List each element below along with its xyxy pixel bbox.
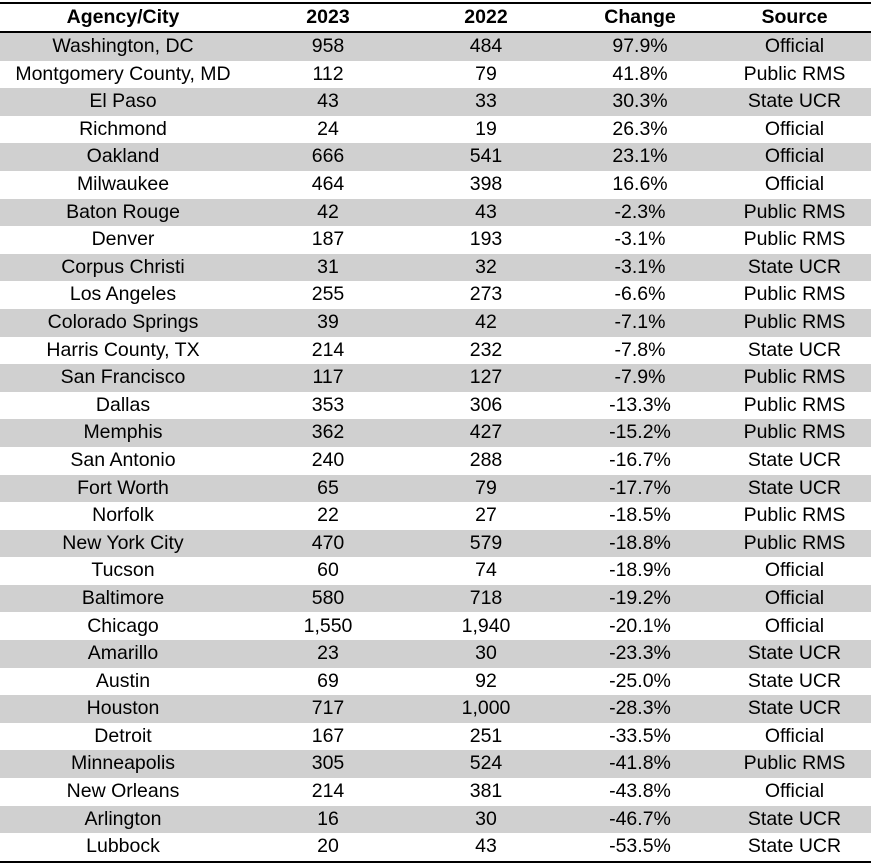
cell-agency-city: Harris County, TX: [46, 338, 200, 361]
table-row: [0, 33, 871, 61]
cell-source: State UCR: [747, 669, 842, 692]
cell-source: Public RMS: [743, 283, 846, 306]
table-row: [0, 254, 871, 282]
table-row: [0, 502, 871, 530]
cell-2023: 214: [311, 338, 345, 361]
table-row: [0, 750, 871, 778]
cell-2022: 579: [469, 531, 503, 554]
cell-2023: 958: [311, 35, 345, 58]
table-row: [0, 640, 871, 668]
cell-source: Official: [764, 145, 825, 168]
cell-2022: 1,000: [461, 697, 511, 720]
cell-agency-city: Arlington: [84, 807, 162, 830]
cell-agency-city: Oakland: [86, 145, 160, 168]
table-row: [0, 281, 871, 309]
cell-2023: 470: [311, 531, 345, 554]
cell-agency-city: Detroit: [94, 724, 152, 747]
cell-agency-city: Corpus Christi: [61, 255, 185, 278]
cell-2023: 240: [311, 448, 345, 471]
cell-agency-city: Milwaukee: [76, 173, 170, 196]
cell-change: -23.3%: [609, 642, 671, 665]
cell-2023: 214: [311, 780, 345, 803]
table-row: [0, 309, 871, 337]
cell-agency-city: Minneapolis: [70, 752, 176, 775]
cell-agency-city: Memphis: [83, 421, 163, 444]
cell-2022: 273: [469, 283, 503, 306]
cell-source: State UCR: [747, 90, 842, 113]
cell-agency-city: Houston: [86, 697, 160, 720]
table-row: [0, 695, 871, 723]
column-header-2022: 2022: [464, 5, 508, 28]
cell-source: Official: [764, 586, 825, 609]
cell-change: -43.8%: [609, 780, 671, 803]
table-row: [0, 61, 871, 89]
table-row: [0, 530, 871, 558]
table-row: [0, 392, 871, 420]
cell-change: -18.9%: [609, 559, 671, 582]
cell-2023: 60: [317, 559, 339, 582]
cell-2023: 22: [317, 504, 339, 527]
cell-source: Official: [764, 35, 825, 58]
cell-source: Public RMS: [743, 228, 846, 251]
cell-2023: 353: [311, 393, 345, 416]
cell-change: -15.2%: [609, 421, 671, 444]
cell-change: -53.5%: [609, 835, 671, 858]
cell-change: -2.3%: [614, 200, 666, 223]
cell-2023: 69: [317, 669, 339, 692]
table-row: [0, 199, 871, 227]
cell-source: State UCR: [747, 448, 842, 471]
cell-source: Public RMS: [743, 504, 846, 527]
cell-agency-city: Amarillo: [87, 642, 159, 665]
table-row: [0, 88, 871, 116]
cell-2022: 43: [475, 835, 497, 858]
cell-2023: 112: [312, 62, 344, 85]
column-header-source: Source: [761, 5, 828, 28]
cell-change: -6.6%: [614, 283, 666, 306]
cell-source: Official: [764, 173, 825, 196]
cell-source: State UCR: [747, 642, 842, 665]
cell-2022: 92: [475, 669, 497, 692]
cell-agency-city: San Antonio: [70, 448, 176, 471]
table-row: [0, 612, 871, 640]
cell-source: Public RMS: [743, 62, 846, 85]
table-row: [0, 723, 871, 751]
table-row: [0, 171, 871, 199]
cell-agency-city: New York City: [62, 531, 184, 554]
cell-2022: 43: [475, 200, 497, 223]
cell-2022: 33: [475, 90, 497, 113]
table-row: [0, 143, 871, 171]
cell-2023: 187: [311, 228, 345, 251]
cell-source: Official: [764, 780, 825, 803]
cell-change: -41.8%: [609, 752, 671, 775]
cell-2022: 127: [469, 366, 503, 389]
cell-2023: 305: [311, 752, 345, 775]
cell-2023: 362: [311, 421, 345, 444]
cell-change: -3.1%: [614, 255, 666, 278]
cell-2023: 43: [317, 90, 339, 113]
cell-2023: 580: [311, 586, 345, 609]
cell-agency-city: Lubbock: [86, 835, 160, 858]
column-header-2023: 2023: [306, 5, 350, 28]
data-table: [0, 2, 871, 863]
cell-2022: 193: [469, 228, 503, 251]
table-row: [0, 116, 871, 144]
cell-source: Official: [764, 614, 825, 637]
table-row: [0, 585, 871, 613]
cell-2022: 306: [469, 393, 503, 416]
cell-change: 23.1%: [612, 145, 668, 168]
cell-2023: 20: [317, 835, 339, 858]
table-body: [0, 33, 871, 861]
cell-change: -19.2%: [609, 586, 671, 609]
cell-2022: 288: [469, 448, 503, 471]
cell-2022: 30: [475, 642, 497, 665]
cell-source: Public RMS: [743, 531, 846, 554]
cell-source: Public RMS: [743, 200, 846, 223]
cell-change: -7.9%: [614, 366, 666, 389]
cell-2022: 718: [469, 586, 503, 609]
cell-source: Public RMS: [743, 393, 846, 416]
cell-2023: 464: [311, 173, 345, 196]
cell-2023: 39: [317, 310, 339, 333]
column-header-agency-city: Agency/City: [66, 5, 180, 28]
table-row: [0, 447, 871, 475]
cell-agency-city: New Orleans: [66, 780, 180, 803]
cell-2023: 31: [317, 255, 339, 278]
cell-agency-city: Denver: [91, 228, 155, 251]
cell-2023: 23: [317, 642, 339, 665]
cell-agency-city: Austin: [95, 669, 151, 692]
cell-2022: 381: [469, 780, 503, 803]
cell-2022: 1,940: [461, 614, 511, 637]
cell-source: Official: [764, 117, 825, 140]
cell-change: -7.8%: [614, 338, 666, 361]
cell-change: -3.1%: [614, 228, 666, 251]
cell-2023: 65: [317, 476, 339, 499]
cell-change: 30.3%: [612, 90, 668, 113]
cell-agency-city: Norfolk: [92, 504, 154, 527]
cell-change: -18.8%: [609, 531, 671, 554]
cell-2022: 30: [475, 807, 497, 830]
table-row: [0, 475, 871, 503]
cell-2023: 255: [311, 283, 345, 306]
cell-2022: 27: [475, 504, 497, 527]
cell-agency-city: Baton Rouge: [66, 200, 180, 223]
cell-change: 97.9%: [612, 35, 668, 58]
table-row: [0, 833, 871, 861]
table-row: [0, 337, 871, 365]
cell-2023: 16: [317, 807, 339, 830]
cell-change: -16.7%: [609, 448, 671, 471]
cell-change: -46.7%: [609, 807, 671, 830]
cell-2023: 117: [312, 366, 344, 389]
cell-agency-city: Baltimore: [81, 586, 165, 609]
table-row: [0, 364, 871, 392]
cell-2023: 42: [317, 200, 339, 223]
cell-2022: 427: [469, 421, 503, 444]
cell-2023: 666: [311, 145, 345, 168]
cell-source: Official: [764, 559, 825, 582]
cell-change: -25.0%: [609, 669, 671, 692]
cell-2022: 484: [469, 35, 503, 58]
cell-agency-city: El Paso: [89, 90, 157, 113]
cell-2022: 42: [475, 310, 497, 333]
table-row: [0, 557, 871, 585]
cell-2023: 717: [311, 697, 345, 720]
table-row: [0, 668, 871, 696]
cell-2022: 19: [475, 117, 497, 140]
cell-agency-city: Colorado Springs: [47, 310, 199, 333]
cell-change: -7.1%: [614, 310, 666, 333]
table-row: [0, 226, 871, 254]
cell-change: -28.3%: [609, 697, 671, 720]
cell-source: Public RMS: [743, 310, 846, 333]
cell-2022: 232: [469, 338, 503, 361]
cell-source: Public RMS: [743, 421, 846, 444]
cell-2023: 167: [311, 724, 345, 747]
cell-agency-city: San Francisco: [60, 366, 186, 389]
cell-agency-city: Dallas: [95, 393, 151, 416]
cell-change: 41.8%: [612, 62, 668, 85]
cell-agency-city: Los Angeles: [69, 283, 177, 306]
cell-change: -20.1%: [609, 614, 671, 637]
cell-agency-city: Chicago: [87, 614, 159, 637]
column-header-change: Change: [604, 5, 676, 28]
cell-2022: 524: [469, 752, 503, 775]
cell-source: State UCR: [747, 697, 842, 720]
cell-2022: 398: [469, 173, 503, 196]
table-row: [0, 778, 871, 806]
cell-2022: 79: [475, 476, 497, 499]
cell-change: -33.5%: [609, 724, 671, 747]
cell-source: State UCR: [747, 807, 842, 830]
cell-source: State UCR: [747, 338, 842, 361]
cell-2022: 79: [475, 62, 497, 85]
table-header-row: [0, 4, 871, 33]
cell-2022: 32: [475, 255, 497, 278]
cell-agency-city: Fort Worth: [77, 476, 169, 499]
cell-change: -18.5%: [609, 504, 671, 527]
cell-source: State UCR: [747, 835, 842, 858]
cell-source: State UCR: [747, 255, 842, 278]
cell-source: Official: [764, 724, 825, 747]
cell-agency-city: Tucson: [91, 559, 155, 582]
cell-source: Public RMS: [743, 366, 846, 389]
cell-2023: 24: [317, 117, 339, 140]
cell-agency-city: Montgomery County, MD: [15, 62, 231, 85]
cell-2023: 1,550: [303, 614, 353, 637]
cell-change: -17.7%: [609, 476, 671, 499]
cell-2022: 251: [469, 724, 503, 747]
cell-2022: 541: [469, 145, 503, 168]
table-row: [0, 806, 871, 834]
table-row: [0, 419, 871, 447]
cell-agency-city: Washington, DC: [52, 35, 194, 58]
cell-2022: 74: [475, 559, 497, 582]
cell-agency-city: Richmond: [79, 117, 167, 140]
cell-change: 26.3%: [612, 117, 668, 140]
cell-change: 16.6%: [612, 173, 668, 196]
cell-source: Public RMS: [743, 752, 846, 775]
cell-source: State UCR: [747, 476, 842, 499]
cell-change: -13.3%: [609, 393, 671, 416]
